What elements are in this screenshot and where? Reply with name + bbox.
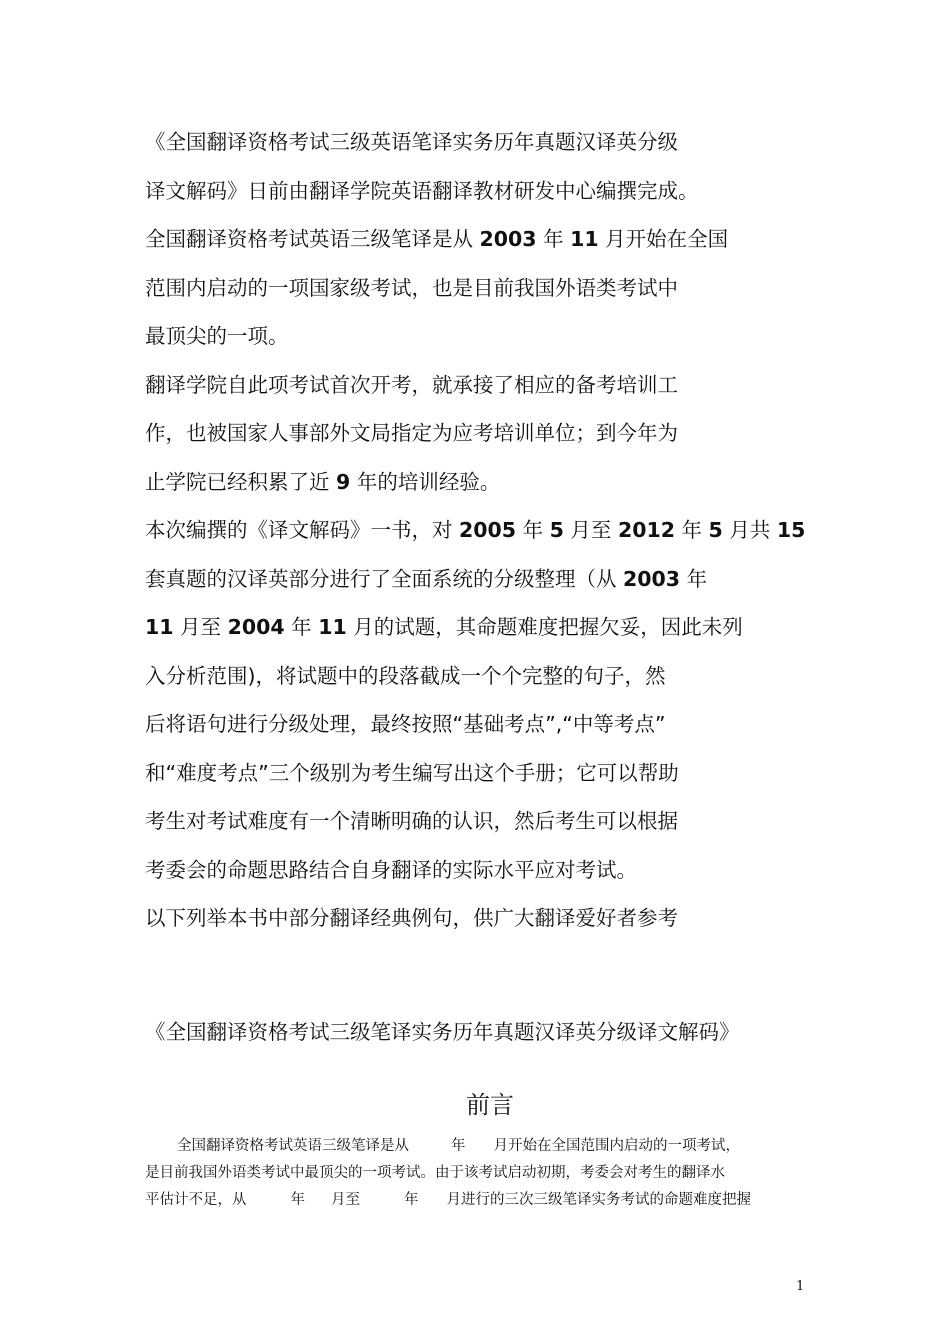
intro-text: 年 [680,566,708,591]
intro-text: 作，也被国家人事部外文局指定为应考培训单位；到今年为 [145,421,678,445]
intro-text: 入分析范围)，将试题中的段落截成一个个完整的句子，然 [145,663,666,688]
preface-text: 全国翻译资格考试英语三级笔译是从 [177,1138,409,1154]
intro-number: 2004 [227,615,285,639]
intro-text: 年 [536,227,571,251]
preface-text: 年 [404,1192,419,1208]
intro-line [145,177,699,205]
preface-text: 年 [451,1138,466,1154]
intro-line [145,904,678,932]
intro-line [145,613,743,641]
page-number: 1 [796,1279,805,1294]
intro-text: 年的培训经验。 [350,469,501,494]
intro-number: 15 [776,518,806,542]
intro-text: 年 [675,518,709,542]
intro-number: 2003 [623,566,681,591]
preface-text: 月开始在全国范围内启动的一项考试， [493,1138,740,1154]
intro-text: 范围内启动的一项国家级考试，也是目前我国外语类考试中 [145,275,678,300]
intro-text: 月至 [563,518,618,542]
intro-number: 5 [549,518,564,542]
intro-number: 2003 [479,227,537,251]
intro-text: 月的试题，其命题难度把握欠妥，因此未列 [346,615,743,639]
preface-text: 年 [290,1192,305,1208]
intro-text: 本次编撰的《译文解码》一书，对 [145,518,460,542]
preface-line-3 [145,1190,810,1210]
intro-number: 11 [145,615,174,639]
intro-line [145,807,678,835]
intro-text: 最顶尖的一项。 [145,324,289,348]
intro-line [145,322,289,350]
intro-text: 套真题的汉译英部分进行了全面系统的分级整理（从 [145,566,624,591]
preface-text: 月至 [331,1192,360,1208]
intro-line [145,856,637,884]
preface-heading: 前言 [466,1091,514,1119]
intro-number: 5 [708,518,723,542]
intro-text: 全国翻译资格考试英语三级笔译是从 [145,227,480,251]
intro-line [145,662,666,690]
intro-line [145,371,678,399]
intro-line [145,468,500,496]
intro-text: 月至 [173,615,228,639]
intro-text: 年 [284,615,319,639]
intro-text: 以下列举本书中部分翻译经典例句，供广大翻译爱好者参考 [145,906,678,930]
book-title: 《全国翻译资格考试三级笔译实务历年真题汉译英分级译文解码》 [145,1020,740,1044]
intro-line [145,225,728,253]
intro-number: 2012 [617,518,675,542]
intro-text: 翻译学院自此项考试首次开考，就承接了相应的备考培训工 [145,372,678,397]
intro-text: 考委会的命题思路结合自身翻译的实际水平应对考试。 [145,857,637,882]
intro-number: 11 [318,615,347,639]
intro-text: 后将语句进行分级处理，最终按照“基础考点”,“中等考点” [145,712,666,736]
intro-text: 译文解码》日前由翻译学院英语翻译教材研发中心编撰完成。 [145,178,699,203]
intro-number: 11 [570,227,599,251]
intro-line [145,710,666,738]
intro-text: 考生对考试难度有一个清晰明确的认识，然后考生可以根据 [145,809,678,833]
intro-line [145,419,678,447]
preface-text: 月进行的三次三级笔译实务考试的命题难度把握 [446,1192,751,1208]
intro-line [145,274,678,302]
intro-text: 《全国翻译资格考试三级英语笔译实务历年真题汉译英分级 [145,130,678,154]
intro-line [145,128,678,156]
intro-text: 年 [516,518,550,542]
preface-line-2: 是目前我国外语类考试中最顶尖的一项考试。由于该考试启动初期，考委会对考生的翻译水 [145,1165,725,1181]
intro-text: 月开始在全国 [598,227,729,251]
intro-text: 止学院已经积累了近 [145,469,337,494]
intro-line [145,565,707,593]
intro-number: 9 [336,469,351,494]
intro-text: 和“难度考点”三个级别为考生编写出这个手册；它可以帮助 [145,760,679,785]
intro-number: 2005 [459,518,517,542]
intro-line [145,759,679,787]
preface-text: 平估计不足，从 [145,1192,247,1208]
intro-line [145,516,805,544]
preface-line-1 [145,1136,810,1156]
intro-text: 月共 [722,518,777,542]
